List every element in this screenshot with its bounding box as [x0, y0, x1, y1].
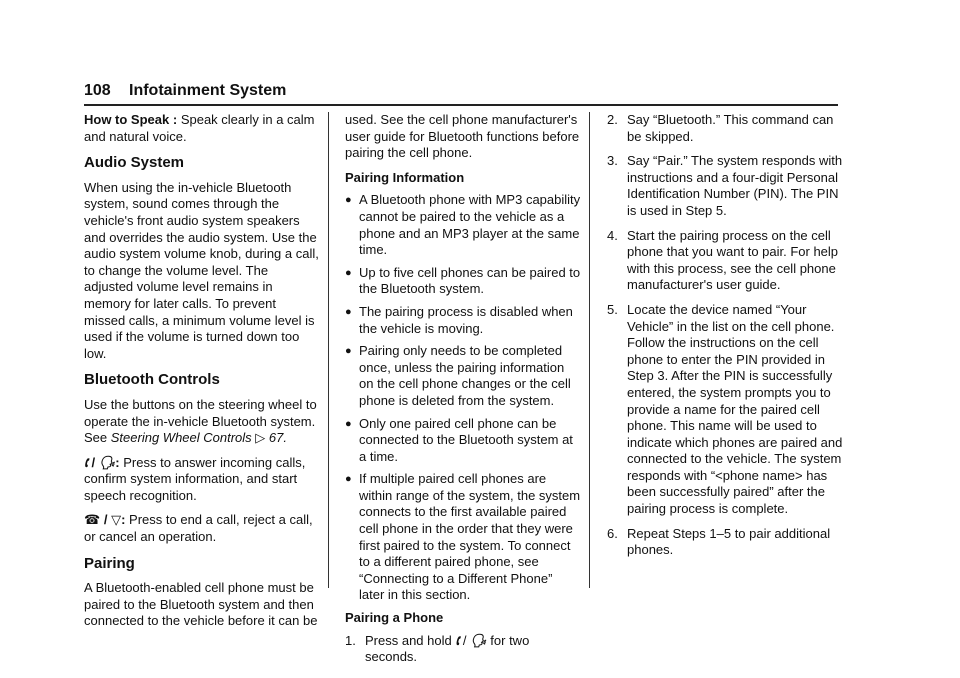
bullet-icon: ●: [345, 345, 352, 358]
how-to-speak-label: How to Speak :: [84, 112, 178, 127]
pairing-a-phone-heading: Pairing a Phone: [345, 610, 444, 626]
page-number: 108: [84, 82, 111, 99]
pairing-continued-paragraph: used. See the cell phone manufacturer's user guide for Bluetooth functions before pairing the cell phone.: [345, 112, 580, 161]
step-number: 4.: [607, 227, 618, 243]
phone-answer-icon: 🕻: [84, 454, 88, 470]
step-text: Repeat Steps 1–5 to pair additional phones.: [627, 525, 831, 558]
bullet-icon: ●: [345, 417, 352, 430]
list-item: ● If multiple paired cell phones are within range of the system, the system connects to the first available paired cell phone in the order that they were first paired to the system. To connect to a different paired phone, see “Connecting to a Different Phone” later in this section.: [345, 471, 581, 603]
step-text: Say “Bluetooth.” This command can be skipped.: [627, 112, 834, 144]
answer-call-text: Press to answer incoming calls, confirm system information, and start speech recognition.: [84, 454, 306, 503]
bullet-icon: ●: [345, 194, 352, 207]
end-separator: /: [103, 512, 108, 528]
step-number: 2.: [607, 112, 618, 127]
step-text: Press and hold: [365, 632, 452, 648]
list-item: [607, 112, 843, 145]
list-item: ● A Bluetooth phone with MP3 capability cannot be paired to the vehicle as a phone and an MP3 player at the same time.: [345, 192, 581, 258]
list-item: ● Only one paired cell phone can be connected to the Bluetooth system at a time.: [345, 415, 573, 464]
bullet-icon: ●: [345, 266, 352, 279]
end-call-paragraph: ☎ / ▽: Press to end a call, reject a call, or cancel an operation.: [84, 512, 313, 545]
controls-text: Use the buttons on the steering wheel to operate the in-vehicle Bluetooth system. See: [84, 396, 317, 446]
list-item: ● Up to five cell phones can be paired to the Bluetooth system.: [345, 264, 581, 297]
step-number: 6.: [607, 525, 618, 541]
how-to-speak-text: Speak clearly in a calm and natural voice.: [84, 112, 315, 144]
list-item: [607, 526, 843, 559]
mute-triangle-icon: ▽: [111, 512, 122, 528]
section-title: Infotainment System: [129, 82, 287, 99]
how-to-speak-paragraph: [84, 112, 320, 145]
pairing-steps-list: [345, 633, 581, 666]
column-right: [607, 112, 843, 567]
step-number: 5.: [607, 301, 618, 317]
list-item: ● Pairing only needs to be completed once, unless the pairing information on the cell phone changes or the cell phone is deleted from the system.: [345, 343, 571, 408]
reference-arrow-icon: ▷: [255, 430, 266, 446]
step-text: Locate the device named “Your Vehicle” in the list on the cell phone. Follow the instructions on the cell phone to enter the PIN provided in Step 3. After the PIN is successfully entered, the system prompts you to provide a name for the paired cell phone. This name will be used to indicate which phones are paired and connected to the vehicle. The system responds with “<phone name> has been successfully paired” after the pairing process is complete.: [627, 301, 843, 517]
end-call-text: Press to end a call, reject a call, or cancel an operation.: [84, 512, 313, 545]
bluetooth-controls-paragraph: [84, 397, 320, 447]
phone-answer-icon: 🕻: [455, 632, 460, 648]
bluetooth-controls-heading: Bluetooth Controls: [84, 371, 220, 389]
list-item: ● The pairing process is disabled when the vehicle is moving.: [345, 303, 573, 336]
column-middle: [345, 112, 590, 665]
pairing-information-heading: Pairing Information: [345, 169, 465, 185]
list-item: [607, 153, 843, 219]
reference-page: 67.: [268, 430, 287, 446]
list-item: [607, 228, 843, 294]
step-text-end: for two seconds.: [365, 632, 530, 665]
audio-system-heading: Audio System: [84, 154, 185, 172]
list-item: [345, 633, 581, 666]
pairing-info-list: [345, 192, 581, 604]
answer-separator: /: [91, 454, 96, 470]
steering-wheel-controls-link[interactable]: Steering Wheel Controls: [110, 430, 252, 446]
voice-recognition-icon: 🗣: [98, 454, 116, 470]
step-text: Say “Pair.” The system responds with instructions and a four-digit Personal Identification Number (PIN). The PIN is used in Step 5.: [627, 153, 843, 218]
bullet-icon: ●: [345, 473, 352, 486]
bullet-icon: ●: [345, 305, 352, 318]
audio-system-paragraph: When using the in-vehicle Bluetooth system, sound comes through the vehicle's front audio system speakers and overrides the audio system. Use the audio system volume knob, during a call, to change the volume level. The adjusted volume level remains in memory for later calls. To prevent missed calls, a minimum volume level is used if the volume is turned down too low.: [84, 179, 319, 361]
pairing-heading: Pairing: [84, 554, 135, 572]
pairing-steps-continued-list: [607, 112, 843, 559]
step-number: 1.: [345, 632, 356, 648]
column-left: [84, 112, 329, 629]
list-item: [607, 302, 843, 518]
step-separator: /: [462, 632, 467, 648]
step-text: Start the pairing process on the cell phone that you want to pair. For help with this process, see the cell phone manufacturer's user guide.: [627, 227, 839, 293]
voice-recognition-icon: 🗣: [470, 632, 487, 648]
pairing-paragraph: A Bluetooth-enabled cell phone must be paired to the Bluetooth system and then connected to the vehicle before it can be: [84, 580, 318, 629]
step-number: 3.: [607, 153, 618, 169]
page-header: [84, 82, 838, 106]
answer-call-paragraph: 🕻 / 🗣: Press to answer incoming calls, confirm system information, and start speech recognition.: [84, 454, 306, 503]
phone-end-icon: ☎: [84, 512, 101, 528]
